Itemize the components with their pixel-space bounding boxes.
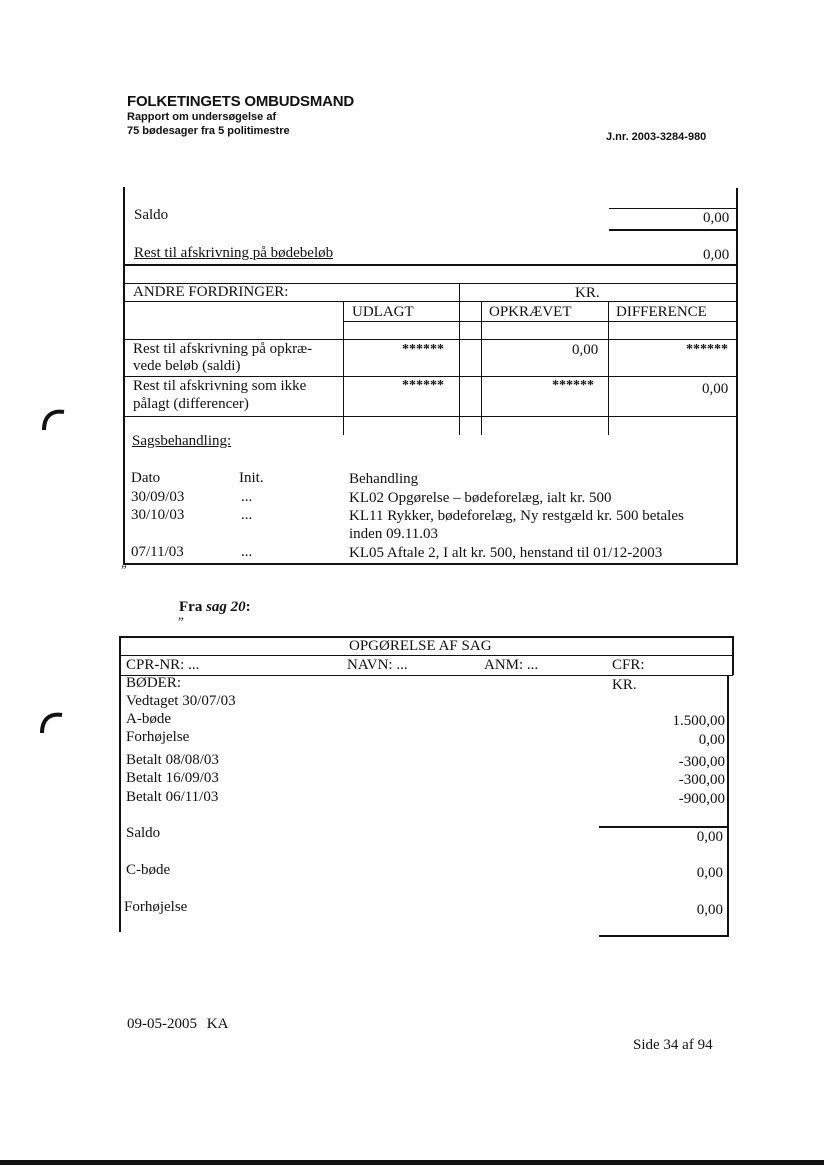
col-behandling: Behandling xyxy=(349,471,419,487)
report-subtitle-line2: 75 bødesager fra 5 politimestre xyxy=(127,125,290,137)
fra-sag-colon: : xyxy=(245,599,251,615)
fra-sag-prefix: Fra xyxy=(179,599,207,615)
box2-forhojelse-value: 0,00 xyxy=(696,902,723,918)
kr-header: KR. xyxy=(575,285,600,301)
closing-quote: ” xyxy=(121,562,127,577)
cpr-field: CPR-NR: ... xyxy=(126,657,200,673)
andre-fordringer-title: ANDRE FORDRINGER: xyxy=(133,284,289,300)
saldo-value: 0,00 xyxy=(703,210,730,226)
box2-forhojelse-label: Forhøjelse xyxy=(124,899,188,915)
journal-number: J.nr. 2003-3284-980 xyxy=(606,131,707,143)
cfr-field: CFR: xyxy=(612,657,645,673)
betalt2-label: Betalt 16/09/03 xyxy=(126,770,219,786)
page-number: Side 34 af 94 xyxy=(633,1037,713,1053)
row2-label-cont: pålagt (differencer) xyxy=(133,396,249,412)
footer-date xyxy=(127,1016,228,1033)
footer-initials: KA xyxy=(206,1016,229,1032)
row1-label: Rest til afskrivning på opkræ- xyxy=(133,341,313,357)
saldo-label: Saldo xyxy=(134,207,169,223)
row1-udlagt: ****** xyxy=(402,342,444,357)
c-bode-label: C-bøde xyxy=(126,862,171,878)
forhojelse-value: 0,00 xyxy=(698,732,725,748)
footer-date-value: 09-05-2005 xyxy=(127,1016,197,1032)
vedtaget-label: Vedtaget 30/07/03 xyxy=(126,693,236,709)
navn-field: NAVN: ... xyxy=(347,657,408,673)
row2-udlagt: ****** xyxy=(402,378,444,393)
box2-saldo-label: Saldo xyxy=(126,825,161,841)
betalt3-label: Betalt 06/11/03 xyxy=(126,789,219,805)
betalt1-label: Betalt 08/08/03 xyxy=(126,752,219,768)
kr-heading: KR. xyxy=(612,677,637,693)
entry3-dato: 07/11/03 xyxy=(131,544,184,560)
opgorelse-title: OPGØRELSE AF SAG xyxy=(349,638,492,654)
row2-difference: 0,00 xyxy=(702,381,729,397)
row1-label-cont: vede beløb (saldi) xyxy=(133,358,241,374)
boder-heading: BØDER: xyxy=(126,675,182,691)
report-subtitle-line1: Rapport om undersøgelse af xyxy=(127,111,277,123)
col-opkraevet: OPKRÆVET xyxy=(489,304,572,320)
entry3-init: ... xyxy=(241,544,253,560)
betalt3-value: -900,00 xyxy=(678,791,725,807)
row1-opkraevet: 0,00 xyxy=(572,342,599,358)
rest-bodebelob-value: 0,00 xyxy=(703,247,730,263)
fra-sag-number: sag 20 xyxy=(206,599,246,615)
entry1-dato: 30/09/03 xyxy=(131,489,185,505)
entry2-behandling: KL11 Rykker, bødeforelæg, Ny restgæld kr. 500 betales xyxy=(349,508,684,524)
col-dato: Dato xyxy=(131,470,161,486)
a-bode-label: A-bøde xyxy=(126,711,171,727)
entry2-init: ... xyxy=(241,507,253,523)
col-difference: DIFFERENCE xyxy=(616,304,707,320)
entry2-behandling-cont: inden 09.11.03 xyxy=(349,526,439,542)
fra-sag-heading xyxy=(179,599,251,616)
betalt1-value: -300,00 xyxy=(678,754,725,770)
col-udlagt: UDLAGT xyxy=(352,304,414,320)
opening-quote: ” xyxy=(178,614,184,629)
row2-label: Rest til afskrivning som ikke xyxy=(133,378,307,394)
entry3-behandling: KL05 Aftale 2, I alt kr. 500, henstand til 01/12-2003 xyxy=(349,545,663,561)
entry2-dato: 30/10/03 xyxy=(131,507,185,523)
forhojelse-label: Forhøjelse xyxy=(126,729,190,745)
anm-field: ANM: ... xyxy=(484,657,539,673)
box2-saldo-value: 0,00 xyxy=(696,829,723,845)
punch-hole-mark-top xyxy=(40,406,70,436)
entry1-behandling: KL02 Opgørelse – bødeforelæg, ialt kr. 500 xyxy=(349,490,612,506)
row2-opkraevet: ****** xyxy=(552,378,594,393)
entry1-init: ... xyxy=(241,489,253,505)
scan-edge-bottom xyxy=(0,1160,824,1165)
report-org-title: FOLKETINGETS OMBUDSMAND xyxy=(127,93,355,110)
rest-bodebelob-label: Rest til afskrivning på bødebeløb xyxy=(134,245,334,261)
betalt2-value: -300,00 xyxy=(678,772,725,788)
punch-hole-mark-bottom xyxy=(38,709,68,739)
sagsbehandling-title: Sagsbehandling: xyxy=(132,433,232,449)
row1-difference: ****** xyxy=(686,342,728,357)
c-bode-value: 0,00 xyxy=(696,865,723,881)
a-bode-value: 1.500,00 xyxy=(672,713,725,729)
col-init: Init. xyxy=(239,470,264,486)
